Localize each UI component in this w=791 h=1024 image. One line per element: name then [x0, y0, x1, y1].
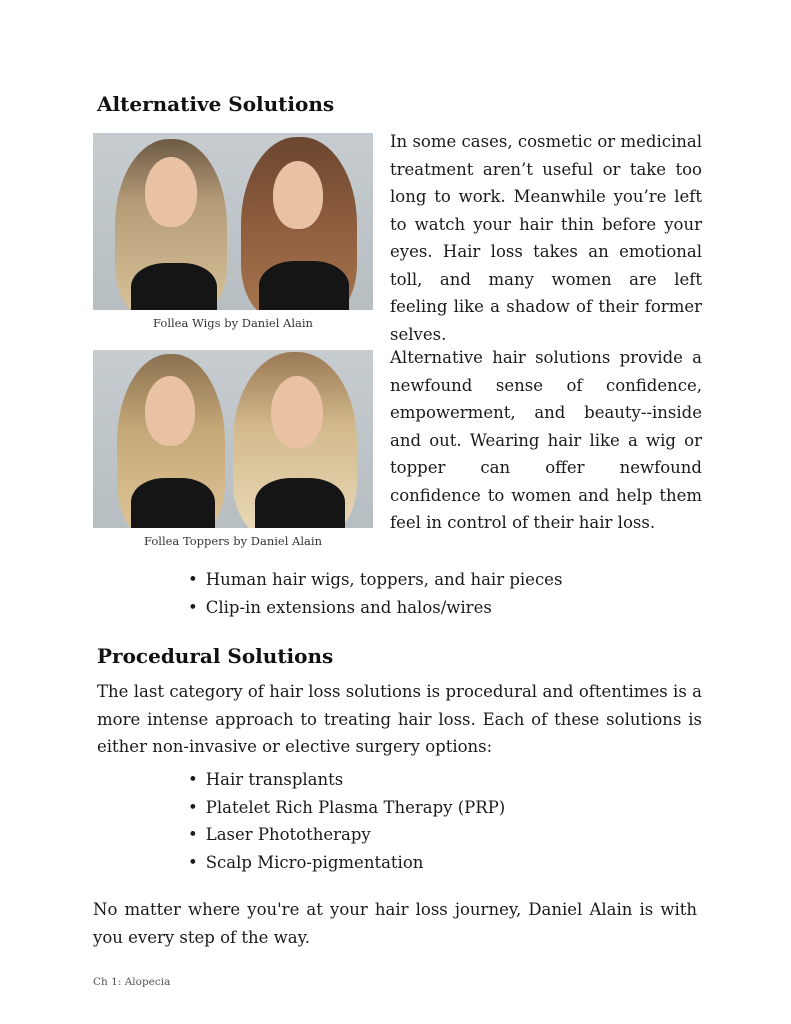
procedural-bullet-list [188, 766, 505, 876]
alternative-bullet-list [188, 566, 562, 621]
wigs-photo-caption: Follea Wigs by Daniel Alain [153, 316, 313, 330]
section-heading-alternative: Alternative Solutions [97, 92, 335, 116]
wigs-photo [93, 133, 373, 310]
list-item: • Human hair wigs, toppers, and hair pieces [188, 566, 562, 594]
toppers-photo [93, 350, 373, 528]
list-item: • Platelet Rich Plasma Therapy (PRP) [188, 794, 505, 822]
list-item: • Hair transplants [188, 766, 505, 794]
alternative-paragraph-2: Alternative hair solutions provide a newfound sense of confidence, empowerment, and beauty--inside and out. Wearing hair like a wig or topper can offer newfound confidence to women and help them feel in control of their hair loss. [390, 348, 702, 532]
toppers-photo-caption: Follea Toppers by Daniel Alain [144, 534, 322, 548]
list-item: • Clip-in extensions and halos/wires [188, 594, 562, 622]
alternative-paragraph-1: In some cases, cosmetic or medicinal treatment aren’t useful or take too long to work. Meanwhile you’re left to watch your hair thin before your eyes. Hair loss takes an emotional toll, and many women are left feeling like a shadow of their former selves. [390, 132, 702, 344]
section-heading-procedural: Procedural Solutions [97, 644, 334, 668]
list-item: • Scalp Micro-pigmentation [188, 849, 505, 877]
closing-paragraph: No matter where you're at your hair loss journey, Daniel Alain is with you every step of the way. [93, 900, 697, 947]
list-item: • Laser Phototherapy [188, 821, 505, 849]
page-footer: Ch 1: Alopecia [93, 976, 171, 988]
procedural-paragraph: The last category of hair loss solutions is procedural and oftentimes is a more intense approach to treating hair loss. Each of these solutions is either non-invasive or elective surgery options: [97, 682, 702, 756]
